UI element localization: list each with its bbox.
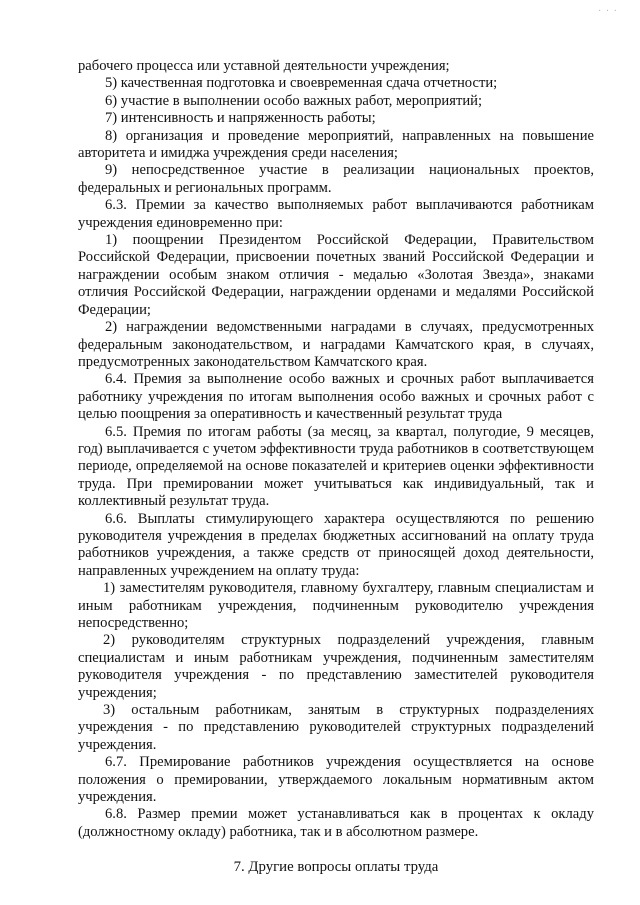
paragraph-4: 8) организация и проведение мероприятий, направленных на повышение авторитета и имиджа учреждения среди населения;: [78, 127, 594, 162]
section-heading-container: [78, 858, 594, 876]
paragraph-2: 6) участие в выполнении особо важных работ, мероприятий;: [105, 92, 482, 109]
paragraph-9: 6.4. Премия за выполнение особо важных и срочных работ выплачивается работнику учреждения по итогам выполнения особо важных и срочных работ с целью поощрения за оперативность и качественный результат труда: [78, 371, 594, 423]
section-heading: 7. Другие вопросы оплаты труда: [233, 859, 439, 875]
paragraph-13: 2) руководителям структурных подразделений учреждения, главным специалистам и иным работникам учреждения, подчиненным заместителям руководителя учреждения - по представлению заместителей руководителя учреждения;: [78, 632, 594, 701]
paragraph-12: 1) заместителям руководителя, главному бухгалтеру, главным специалистам и иным работникам учреждения, подчиненным руководителю учреждения непосредственно;: [78, 580, 594, 631]
paragraph-5: 9) непосредственное участие в реализации национальных проектов, федеральных и региональных программ.: [78, 162, 594, 196]
paragraph-1: 5) качественная подготовка и своевременная сдача отчетности;: [105, 75, 498, 92]
paragraph-8: 2) награждении ведомственными наградами в случаях, предусмотренных федеральным законодательством, и наградами Камчатского края, в случаях, предусмотренных законодательством Камчатского края.: [78, 319, 594, 370]
paragraph-3: 7) интенсивность и напряженность работы;: [105, 110, 376, 127]
paragraph-7: 1) поощрении Президентом Российской Федерации, Правительством Российской Федерации, присвоении почетных званий Российской Федерации и награждении особым знаком отличия - медалью «Золотая Звезда», знаками отличия Российской Федерации, награждении орденами и медалями Российской Федерации;: [78, 232, 594, 318]
paragraph-14: 3) остальным работникам, занятым в структурных подразделениях учреждения - по представлению руководителей структурных подразделений учреждения.: [78, 702, 594, 753]
paragraph-16: 6.8. Размер премии может устанавливаться как в процентах к окладу (должностному окладу) работника, так и в абсолютном размере.: [78, 806, 594, 840]
paragraph-11: 6.6. Выплаты стимулирующего характера осуществляются по решению руководителя учреждения в пределах бюджетных ассигнований на оплату труда работников учреждения, а также средств от приносящей доход деятельности, направленных учреждением на оплату труда:: [78, 510, 594, 579]
paragraph-0: рабочего процесса или уставной деятельности учреждения;: [78, 58, 450, 74]
paragraph-6: 6.3. Премии за качество выполняемых работ выплачиваются работникам учреждения единовременно при:: [78, 197, 594, 231]
page-corner-mark: · · ·: [598, 6, 618, 17]
paragraph-10: 6.5. Премия по итогам работы (за месяц, за квартал, полугодие, 9 месяцев, год) выплачивается с учетом эффективности труда работников в соответствующем периоде, определяемой на основе показателей и критериев оценки эффективности труда. При премировании может учитываться как индивидуальный, так и коллективный результат труда.: [78, 423, 594, 510]
document-body: [78, 58, 594, 841]
paragraph-15: 6.7. Премирование работников учреждения осуществляется на основе положения о премировании, утверждаемого локальным нормативным актом учреждения.: [78, 754, 594, 806]
